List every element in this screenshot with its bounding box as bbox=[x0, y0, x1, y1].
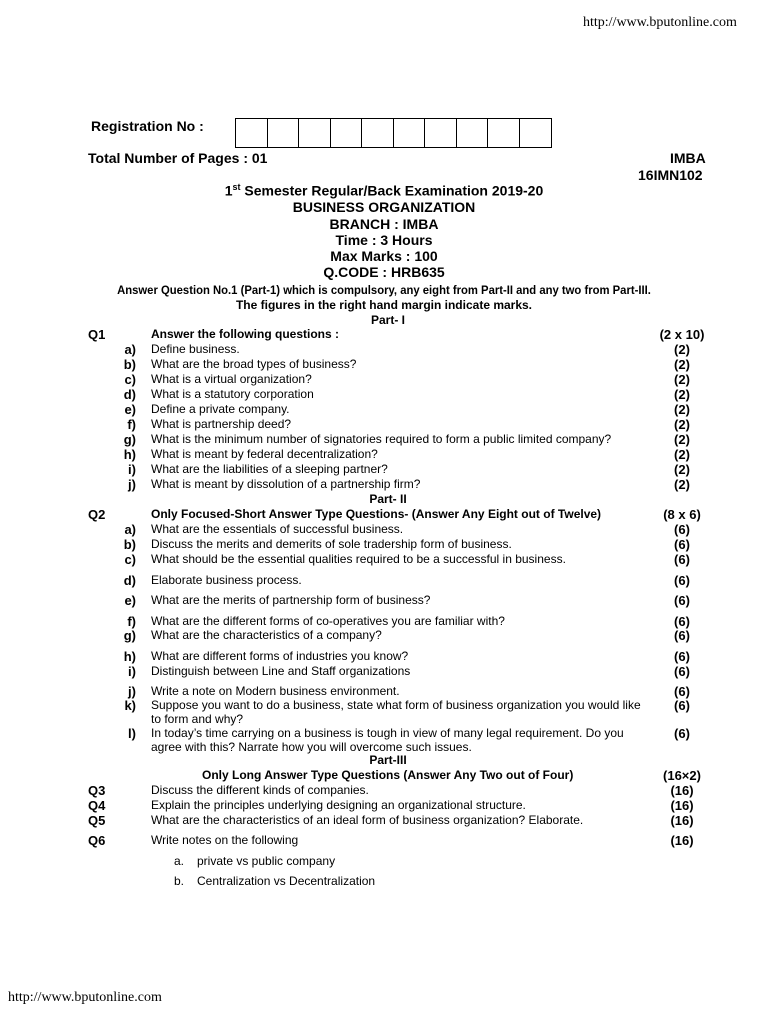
question-item bbox=[0, 593, 768, 608]
question-item bbox=[0, 813, 768, 828]
item-marks: (2) bbox=[674, 447, 690, 462]
item-marks: (6) bbox=[674, 664, 690, 679]
registration-digit-box bbox=[236, 119, 268, 147]
item-label: b) bbox=[123, 357, 136, 372]
registration-digit-box bbox=[520, 119, 552, 147]
item-text: What are the characteristics of a company? bbox=[151, 628, 382, 642]
item-marks: (16) bbox=[670, 813, 694, 828]
item-label: h) bbox=[123, 447, 136, 462]
question-marks: (16×2) bbox=[663, 768, 701, 783]
exam-title bbox=[0, 182, 768, 199]
registration-digit-box bbox=[299, 119, 331, 147]
header-url: http://www.bputonline.com bbox=[583, 15, 737, 30]
question-number: Q5 bbox=[88, 813, 106, 828]
item-label: l) bbox=[128, 726, 136, 741]
item-text: Distinguish between Line and Staff organizations bbox=[151, 664, 411, 678]
item-label: j) bbox=[128, 684, 136, 699]
registration-digit-box bbox=[488, 119, 520, 147]
question-item bbox=[0, 664, 768, 679]
question-number: Q1 bbox=[88, 327, 106, 342]
item-text: Elaborate business process. bbox=[151, 573, 302, 587]
branch: BRANCH : IMBA bbox=[329, 216, 439, 232]
sub-item bbox=[174, 874, 184, 888]
question-item bbox=[0, 477, 768, 492]
item-text: Suppose you want to do a business, state what form of business organization you would like to form and why? bbox=[151, 698, 641, 726]
item-label: g) bbox=[123, 432, 136, 447]
question-item bbox=[0, 417, 768, 432]
item-label: h) bbox=[123, 649, 136, 664]
registration-number-boxes bbox=[235, 118, 552, 148]
question-item bbox=[0, 552, 768, 567]
item-marks: (6) bbox=[674, 628, 690, 643]
item-text: What are different forms of industries you know? bbox=[151, 649, 409, 663]
part-1-title: Part- I bbox=[370, 313, 405, 327]
item-label: f) bbox=[127, 417, 136, 432]
sub-item-text: private vs public company bbox=[197, 854, 336, 868]
item-text: What is meant by federal decentralization? bbox=[151, 447, 378, 461]
question-row bbox=[0, 507, 768, 522]
item-marks: (16) bbox=[670, 783, 694, 798]
part-2-title: Part- II bbox=[369, 492, 407, 506]
item-label: i) bbox=[128, 462, 136, 477]
item-text: What is partnership deed? bbox=[151, 417, 292, 431]
item-label: d) bbox=[123, 573, 136, 588]
item-text: What are the broad types of business? bbox=[151, 357, 357, 371]
item-text: What are the characteristics of an ideal form of business organization? Elaborate. bbox=[151, 813, 584, 827]
item-text: What is the minimum number of signatories required to form a public limited company? bbox=[151, 432, 612, 446]
question-item bbox=[0, 698, 768, 726]
question-item bbox=[0, 798, 768, 813]
item-text: Write a note on Modern business environment. bbox=[151, 684, 400, 698]
item-marks: (6) bbox=[674, 593, 690, 608]
item-label: b) bbox=[123, 537, 136, 552]
item-text: What is a virtual organization? bbox=[151, 372, 312, 386]
question-item bbox=[0, 342, 768, 357]
course-code: 16IMN102 bbox=[638, 167, 703, 183]
item-label: d) bbox=[123, 387, 136, 402]
item-marks: (6) bbox=[674, 573, 690, 588]
max-marks: Max Marks : 100 bbox=[330, 248, 438, 264]
item-marks: (6) bbox=[674, 649, 690, 664]
exam-title-text: Semester Regular/Back Examination 2019-20 bbox=[240, 182, 544, 199]
item-marks: (6) bbox=[674, 522, 690, 537]
item-label: k) bbox=[124, 698, 136, 713]
instruction-line-2: The figures in the right hand margin indicate marks. bbox=[235, 298, 533, 312]
sub-item-text: Centralization vs Decentralization bbox=[197, 874, 376, 888]
total-pages: Total Number of Pages : 01 bbox=[88, 150, 268, 166]
item-marks: (6) bbox=[674, 552, 690, 567]
item-text: In today’s time carrying on a business is tough in view of many legal requirement. Do you agree with this? Narrate how you will overcome such issues. bbox=[151, 726, 624, 754]
item-marks: (2) bbox=[674, 417, 690, 432]
registration-label: Registration No : bbox=[91, 118, 204, 134]
registration-digit-box bbox=[425, 119, 457, 147]
item-label: g) bbox=[123, 628, 136, 643]
registration-digit-box bbox=[268, 119, 300, 147]
item-marks: (2) bbox=[674, 342, 690, 357]
question-marks: (2 x 10) bbox=[659, 327, 705, 342]
item-text: What are the different forms of co-operatives you are familiar with? bbox=[151, 614, 505, 628]
question-heading: Answer the following questions : bbox=[151, 327, 340, 341]
sub-item-label: b. bbox=[174, 874, 185, 888]
item-marks: (2) bbox=[674, 432, 690, 447]
time-allowed: Time : 3 Hours bbox=[335, 232, 433, 248]
item-label: j) bbox=[128, 477, 136, 492]
registration-digit-box bbox=[331, 119, 363, 147]
question-heading: Only Focused-Short Answer Type Questions- (Answer Any Eight out of Twelve) bbox=[151, 507, 602, 521]
question-item bbox=[0, 649, 768, 664]
item-marks: (6) bbox=[674, 614, 690, 629]
item-marks: (2) bbox=[674, 372, 690, 387]
program-name: IMBA bbox=[670, 150, 706, 166]
item-label: e) bbox=[124, 402, 136, 417]
question-item bbox=[0, 614, 768, 629]
item-label: a) bbox=[124, 522, 136, 537]
question-item bbox=[0, 628, 768, 643]
item-label: c) bbox=[124, 372, 136, 387]
item-marks: (6) bbox=[674, 698, 690, 713]
item-text: What are the merits of partnership form of business? bbox=[151, 593, 431, 607]
registration-digit-box bbox=[457, 119, 489, 147]
part-3-title: Part-III bbox=[369, 753, 407, 767]
item-text: Write notes on the following bbox=[151, 833, 299, 847]
question-code: Q.CODE : HRB635 bbox=[323, 264, 445, 280]
question-item bbox=[0, 573, 768, 588]
item-text: Explain the principles underlying designing an organizational structure. bbox=[151, 798, 526, 812]
question-item bbox=[0, 387, 768, 402]
item-text: What are the liabilities of a sleeping partner? bbox=[151, 462, 388, 476]
item-marks: (2) bbox=[674, 462, 690, 477]
item-label: a) bbox=[124, 342, 136, 357]
item-marks: (2) bbox=[674, 477, 690, 492]
question-item bbox=[0, 783, 768, 798]
footer-url: http://www.bputonline.com bbox=[8, 990, 162, 1005]
question-number: Q4 bbox=[88, 798, 106, 813]
item-text: What is a statutory corporation bbox=[151, 387, 314, 401]
item-marks: (6) bbox=[674, 684, 690, 699]
question-marks: (8 x 6) bbox=[663, 507, 701, 522]
item-marks: (6) bbox=[674, 726, 690, 741]
question-item bbox=[0, 462, 768, 477]
question-item bbox=[0, 357, 768, 372]
question-item bbox=[0, 522, 768, 537]
item-label: e) bbox=[124, 593, 136, 608]
item-text: What are the essentials of successful business. bbox=[151, 522, 404, 536]
item-text: What is meant by dissolution of a partnership firm? bbox=[151, 477, 421, 491]
question-number: Q3 bbox=[88, 783, 106, 798]
item-marks: (6) bbox=[674, 537, 690, 552]
question-heading: Only Long Answer Type Questions (Answer Any Two out of Four) bbox=[202, 768, 574, 782]
sub-item-label: a. bbox=[174, 854, 185, 868]
exam-ordinal-suffix: st bbox=[232, 182, 241, 192]
question-item bbox=[0, 402, 768, 417]
item-label: i) bbox=[128, 664, 136, 679]
item-marks: (2) bbox=[674, 387, 690, 402]
question-item bbox=[0, 432, 768, 447]
question-row bbox=[0, 327, 768, 342]
item-label: f) bbox=[127, 614, 136, 629]
item-marks: (2) bbox=[674, 402, 690, 417]
registration-digit-box bbox=[394, 119, 426, 147]
item-marks: (16) bbox=[670, 833, 694, 848]
subject-title: BUSINESS ORGANIZATION bbox=[292, 199, 476, 215]
question-number: Q6 bbox=[88, 833, 106, 848]
item-marks: (2) bbox=[674, 357, 690, 372]
question-number: Q2 bbox=[88, 507, 106, 522]
item-text: Define a private company. bbox=[151, 402, 290, 416]
item-text: Discuss the merits and demerits of sole tradership form of business. bbox=[151, 537, 512, 551]
question-item bbox=[0, 537, 768, 552]
registration-digit-box bbox=[362, 119, 394, 147]
instruction-line-1: Answer Question No.1 (Part-1) which is compulsory, any eight from Part-II and any two from Part-III. bbox=[117, 283, 651, 297]
item-label: c) bbox=[124, 552, 136, 567]
question-item bbox=[0, 447, 768, 462]
question-row bbox=[0, 768, 768, 783]
item-text: Discuss the different kinds of companies. bbox=[151, 783, 369, 797]
question-item bbox=[0, 726, 768, 754]
question-item bbox=[0, 684, 768, 699]
sub-item bbox=[174, 854, 184, 868]
question-item bbox=[0, 372, 768, 387]
exam-ordinal: 1 bbox=[224, 182, 233, 199]
item-marks: (16) bbox=[670, 798, 694, 813]
question-item bbox=[0, 833, 768, 848]
item-text: Define business. bbox=[151, 342, 240, 356]
item-text: What should be the essential qualities required to be a successful in business. bbox=[151, 552, 566, 566]
